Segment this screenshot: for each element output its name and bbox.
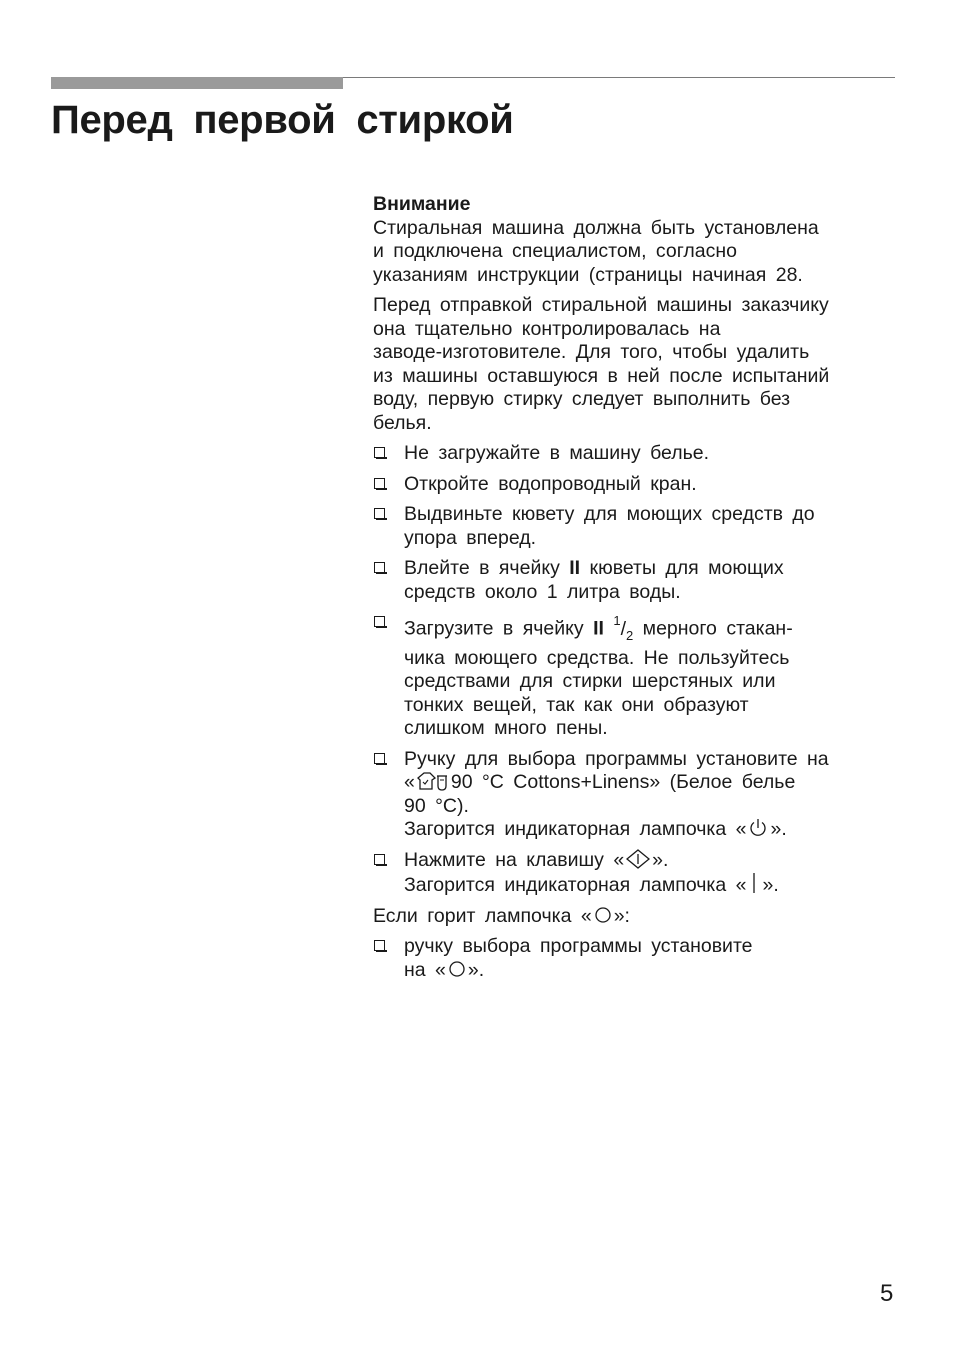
- intro-line: воду, первую стирку следует выполнить без: [373, 388, 791, 410]
- step-line: [404, 771, 898, 795]
- if-lamp-text: [373, 905, 898, 929]
- checkbox-icon: [374, 508, 385, 519]
- intro-line: она тщательно контролировалась на: [373, 317, 721, 340]
- attention-line: указаниям инструкции (страницы начиная 28.: [373, 263, 803, 286]
- intro-line: заводе-изготовителе. Для того, чтобы удалить: [373, 341, 810, 363]
- checkbox-icon: [374, 854, 385, 865]
- step-item: [373, 611, 898, 741]
- step-item: [373, 442, 898, 466]
- step-item: [373, 557, 898, 604]
- checkbox-icon: [374, 447, 385, 458]
- step-text: кюветы для моющих: [589, 557, 784, 579]
- compartment-label: II: [593, 617, 604, 640]
- intro-line: белья.: [373, 411, 432, 434]
- step-line: Ручку для выбора программы установите на: [404, 747, 829, 770]
- step-text: «: [404, 771, 415, 794]
- indicator-off-icon: [448, 959, 466, 979]
- checkbox-icon: [374, 478, 385, 489]
- step-item: [373, 935, 898, 982]
- step-line: [404, 959, 898, 983]
- step-line: упора вперед.: [404, 526, 537, 549]
- power-standby-icon: [748, 818, 768, 838]
- step-text: Нажмите на клавишу «: [404, 848, 625, 871]
- step-line: Выдвиньте кювету для моющих средств до: [404, 503, 815, 525]
- step-line: средств около 1 литра воды.: [404, 580, 681, 603]
- intro-line: Перед отправкой стиральной машины заказчику: [373, 294, 829, 316]
- step-line: [404, 849, 898, 873]
- step-line: [404, 872, 898, 898]
- step-item: [373, 748, 898, 842]
- step-line: чика моющего средства. Не пользуйтесь: [404, 646, 790, 669]
- step-text: на «: [404, 958, 446, 981]
- step-text: Загорится индикаторная лампочка «: [404, 874, 747, 897]
- indicator-on-icon: [748, 872, 760, 894]
- step-line: тонких вещей, так как они образуют: [404, 693, 749, 716]
- checkbox-icon: [374, 562, 385, 573]
- step-line: [404, 818, 898, 842]
- step-text: Загорится индикаторная лампочка «: [404, 818, 747, 841]
- intro-line: из машины оставшуюся в ней после испытаний: [373, 364, 830, 387]
- step-line: Откройте водопроводный кран.: [404, 472, 697, 495]
- main-content: [373, 193, 898, 989]
- step-text: ».: [467, 958, 485, 981]
- attention-line: и подключена специалистом, согласно: [373, 240, 737, 262]
- checkbox-icon: [374, 616, 385, 627]
- step-text: ».: [652, 848, 669, 871]
- step-text: ».: [762, 874, 779, 897]
- attention-line: Стиральная машина должна быть установлена: [373, 216, 819, 239]
- step-item: [373, 849, 898, 898]
- step-text: ».: [770, 818, 787, 841]
- step-text: 90 °C Cottons+Linens» (Белое белье: [450, 771, 796, 794]
- compartment-label: II: [569, 557, 581, 579]
- step-line: слишком много пены.: [404, 717, 608, 740]
- cotton-program-icon: [417, 771, 449, 791]
- fraction-denominator: 2: [626, 627, 634, 643]
- attention-heading: Внимание: [373, 193, 471, 215]
- step-line: 90 °C).: [404, 794, 469, 817]
- step-line: [404, 557, 898, 581]
- step-text: мерного стакан-: [642, 617, 793, 640]
- header-rule-thick: [51, 77, 343, 89]
- step-item: [373, 503, 898, 550]
- step-text: »:: [613, 904, 630, 927]
- step-text: Загрузите в ячейку: [404, 617, 584, 640]
- step-line: Не загружайте в машину белье.: [404, 442, 710, 464]
- step-text: Влейте в ячейку: [404, 557, 560, 579]
- step-text: Если горит лампочка «: [373, 904, 592, 927]
- page-number: 5: [880, 1280, 894, 1307]
- indicator-off-icon: [594, 905, 612, 925]
- step-line: ручку выбора программы установите: [404, 935, 753, 958]
- fraction-numerator: 1: [613, 613, 621, 628]
- checkbox-icon: [374, 940, 385, 951]
- page-title: Перед первой стиркой: [51, 98, 514, 142]
- step-line: [404, 611, 898, 647]
- step-line: средствами для стирки шерстяных или: [404, 670, 776, 693]
- step-item: [373, 473, 898, 497]
- checkbox-icon: [374, 753, 385, 764]
- start-pause-icon: [626, 849, 650, 869]
- attention-text: [373, 217, 898, 288]
- intro-text: [373, 294, 898, 435]
- fraction: $^1/_2$: [613, 613, 634, 643]
